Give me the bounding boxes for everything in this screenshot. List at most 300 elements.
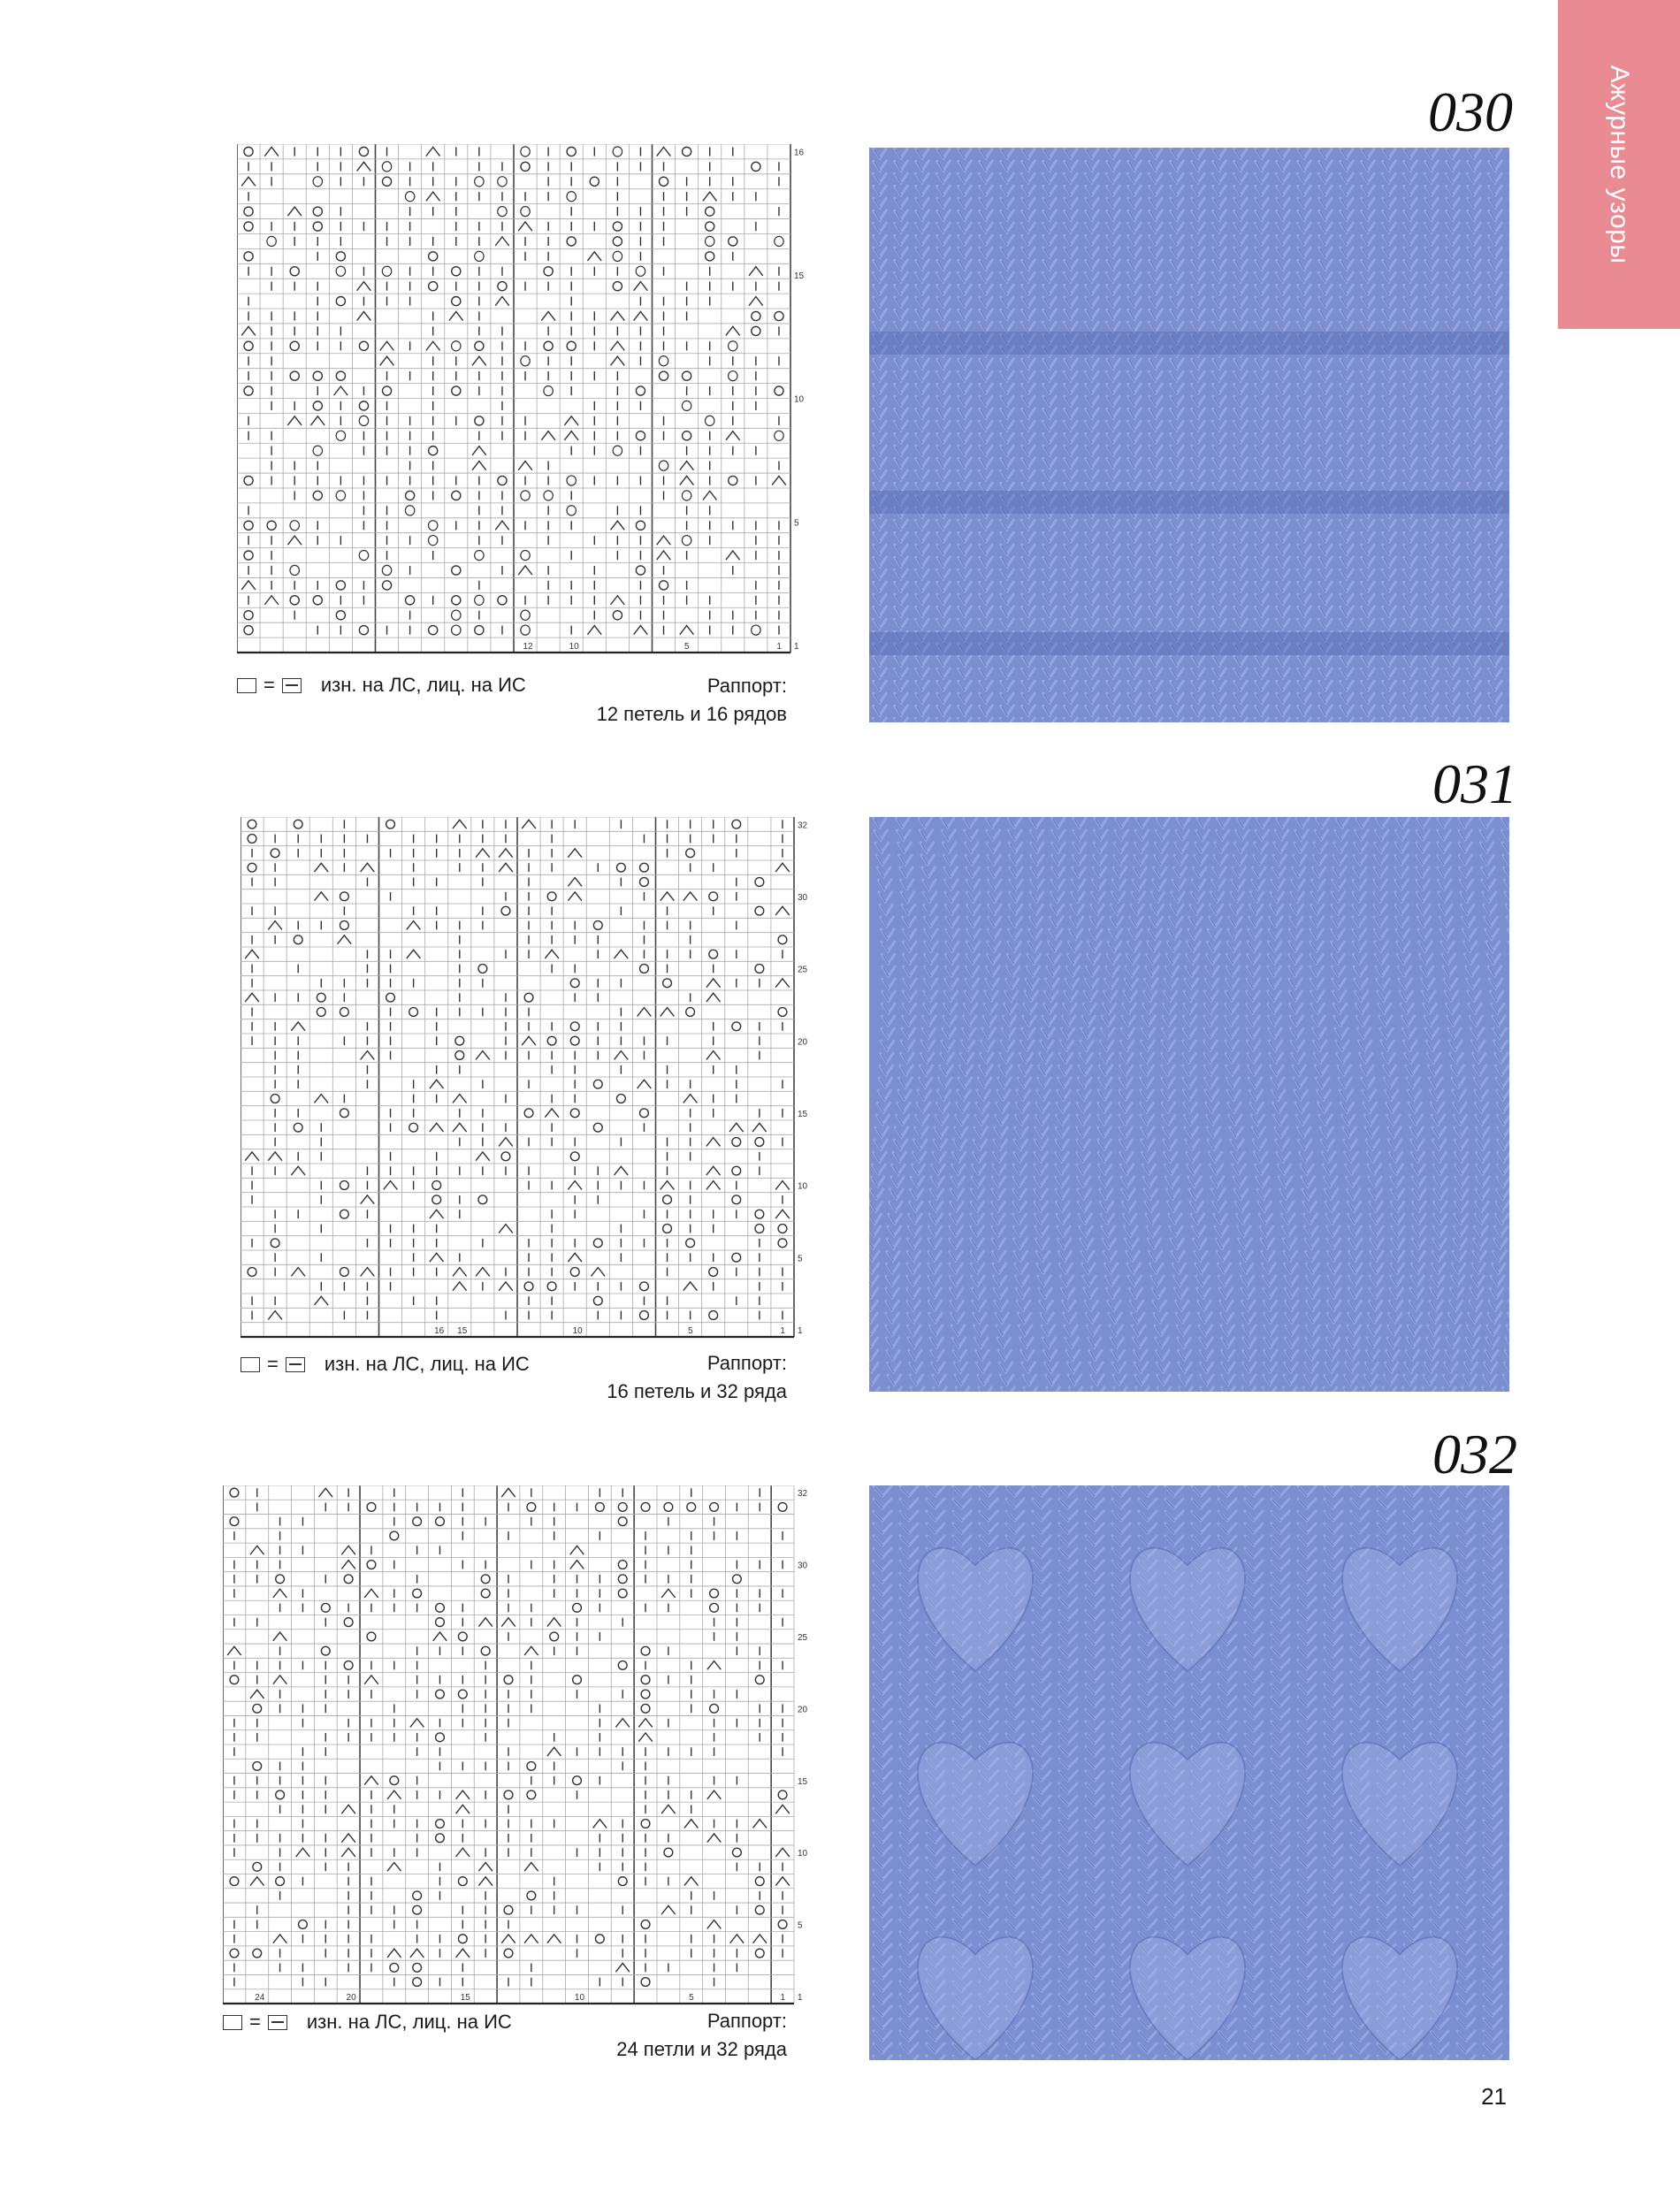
yarn-over-symbol — [452, 267, 461, 276]
yarn-over-symbol — [618, 1661, 627, 1670]
decrease-symbol — [453, 820, 467, 828]
decrease-symbol — [426, 192, 440, 201]
rapport-value: 12 петель и 16 рядов — [596, 703, 787, 725]
yarn-over-symbol — [458, 1690, 467, 1699]
decrease-symbol — [341, 1848, 355, 1857]
decrease-symbol — [456, 1848, 470, 1857]
decrease-symbol — [361, 1268, 375, 1277]
decrease-symbol — [661, 1905, 676, 1914]
decrease-symbol — [296, 1848, 310, 1857]
decrease-symbol — [775, 1848, 790, 1857]
twisted-knit-symbol — [267, 236, 276, 246]
chart-grid — [237, 144, 817, 670]
decrease-symbol — [752, 1820, 767, 1828]
yarn-over-symbol — [475, 626, 484, 635]
column-number: 5 — [689, 1993, 694, 2003]
decrease-symbol — [706, 1138, 721, 1147]
yarn-over-symbol — [359, 626, 368, 635]
decrease-symbol — [564, 416, 578, 425]
decrease-symbol — [499, 1282, 513, 1291]
decrease-symbol — [775, 906, 790, 915]
row-number: 25 — [798, 965, 808, 975]
yarn-over-symbol — [732, 1253, 741, 1262]
decrease-symbol — [245, 1152, 259, 1161]
knit-swatch-photo-030 — [869, 148, 1509, 722]
column-number: 16 — [434, 1326, 445, 1336]
decrease-symbol — [380, 356, 394, 365]
row-number: 5 — [798, 1254, 803, 1264]
decrease-symbol — [775, 1181, 790, 1190]
yarn-over-symbol — [618, 1517, 627, 1526]
yarn-over-symbol — [458, 1632, 467, 1641]
yarn-over-symbol — [527, 1762, 536, 1771]
decrease-symbol — [611, 521, 625, 530]
yarn-over-symbol — [340, 892, 348, 901]
yarn-over-symbol — [710, 1503, 719, 1512]
yarn-over-symbol — [659, 371, 668, 380]
decrease-symbol — [541, 431, 555, 440]
twisted-knit-symbol — [521, 491, 530, 500]
yarn-over-symbol — [613, 237, 622, 246]
decrease-symbol — [472, 447, 486, 455]
decrease-symbol — [361, 1051, 375, 1060]
yarn-over-symbol — [573, 1676, 582, 1684]
decrease-symbol — [314, 1296, 328, 1305]
decrease-symbol — [291, 1268, 305, 1277]
decrease-symbol — [657, 551, 671, 560]
yarn-over-symbol — [636, 386, 645, 395]
yarn-over-symbol — [276, 1575, 285, 1584]
decrease-symbol — [250, 1690, 264, 1699]
decrease-symbol — [476, 1051, 490, 1060]
decrease-symbol — [684, 1820, 699, 1828]
decrease-symbol — [729, 1123, 744, 1132]
column-number: 10 — [572, 1326, 583, 1336]
decrease-symbol — [524, 1935, 538, 1943]
yarn-over-symbol — [248, 835, 256, 844]
decrease-symbol — [407, 950, 421, 958]
yarn-over-symbol — [663, 979, 672, 988]
twisted-knit-symbol — [659, 461, 668, 470]
decrease-symbol — [638, 1733, 653, 1742]
column-number: 1 — [776, 642, 782, 652]
decrease-symbol — [545, 1109, 559, 1118]
blank-cell-icon — [237, 678, 256, 693]
twisted-knit-symbol — [544, 491, 553, 500]
decrease-symbol — [638, 1719, 653, 1728]
twisted-knit-symbol — [475, 251, 484, 261]
decrease-symbol — [364, 1589, 378, 1598]
decrease-symbol — [568, 1253, 582, 1262]
yarn-over-symbol — [409, 1123, 418, 1132]
decrease-symbol — [380, 341, 394, 350]
twisted-knit-symbol — [521, 625, 530, 635]
twisted-knit-symbol — [682, 536, 691, 546]
decrease-symbol — [364, 1776, 378, 1785]
twisted-knit-symbol — [382, 266, 391, 276]
yarn-over-symbol — [504, 1790, 513, 1799]
purl-cell-icon — [286, 1357, 305, 1372]
decrease-symbol — [661, 892, 675, 901]
decrease-symbol — [245, 993, 259, 1002]
rapport-label: Раппорт: — [706, 2010, 787, 2032]
decrease-symbol — [387, 1790, 401, 1799]
yarn-over-symbol — [244, 611, 253, 620]
rapport-032 — [495, 2007, 787, 2064]
decrease-symbol — [541, 311, 555, 320]
yarn-over-symbol — [359, 147, 368, 156]
yarn-over-symbol — [313, 491, 322, 500]
yarn-over-symbol — [613, 282, 622, 291]
twisted-knit-symbol — [775, 431, 783, 440]
yarn-over-symbol — [640, 1109, 649, 1118]
decrease-symbol — [706, 1051, 721, 1060]
twisted-knit-symbol — [544, 386, 553, 395]
decrease-symbol — [387, 1862, 401, 1871]
yarn-over-symbol — [618, 1503, 627, 1512]
yarn-over-symbol — [710, 1603, 719, 1612]
yarn-over-symbol — [778, 935, 787, 944]
decrease-symbol — [683, 1095, 698, 1103]
yarn-over-symbol — [710, 1704, 719, 1713]
yarn-over-symbol — [778, 1790, 787, 1799]
yarn-over-symbol — [290, 596, 299, 605]
yarn-over-symbol — [641, 1704, 650, 1713]
yarn-over-symbol — [317, 993, 325, 1002]
decrease-symbol — [241, 177, 256, 186]
decrease-symbol — [449, 311, 463, 320]
decrease-symbol — [430, 1253, 444, 1262]
row-number: 15 — [798, 1776, 808, 1787]
yarn-over-symbol — [570, 979, 579, 988]
twisted-knit-symbol — [475, 550, 484, 560]
twisted-knit-symbol — [567, 192, 576, 202]
decrease-symbol — [430, 1123, 444, 1132]
yarn-over-symbol — [344, 1661, 353, 1670]
yarn-over-symbol — [664, 1503, 673, 1512]
decrease-symbol — [287, 416, 302, 425]
yarn-over-symbol — [641, 1820, 650, 1828]
yarn-over-symbol — [321, 1603, 330, 1612]
rapport-value: 24 петли и 32 ряда — [616, 2038, 787, 2060]
decrease-symbol — [615, 950, 629, 958]
decrease-symbol — [749, 297, 763, 306]
yarn-over-symbol — [640, 878, 649, 887]
twisted-knit-symbol — [613, 446, 622, 455]
decrease-symbol — [752, 1123, 767, 1132]
yarn-over-symbol — [344, 1618, 353, 1627]
chart-grid — [223, 1485, 821, 2021]
yarn-over-symbol — [613, 222, 622, 231]
row-number: 32 — [798, 1489, 808, 1500]
yarn-over-symbol — [527, 1790, 536, 1799]
decrease-symbol — [227, 1646, 241, 1655]
yarn-over-symbol — [641, 1503, 650, 1512]
yarn-over-symbol — [547, 892, 556, 901]
yarn-over-symbol — [573, 1776, 582, 1785]
decrease-symbol — [410, 1719, 424, 1728]
decrease-symbol — [615, 1166, 629, 1175]
row-number: 16 — [794, 148, 805, 158]
yarn-over-symbol — [313, 401, 322, 410]
yarn-over-symbol — [359, 401, 368, 410]
column-number: 5 — [684, 642, 690, 652]
yarn-over-symbol — [590, 177, 599, 186]
yarn-over-symbol — [567, 147, 576, 156]
yarn-over-symbol — [595, 1503, 604, 1512]
yarn-over-symbol — [452, 386, 461, 395]
yarn-over-symbol — [455, 1036, 464, 1045]
knit-swatch-photo-031 — [869, 817, 1509, 1392]
yarn-over-symbol — [729, 237, 737, 246]
column-number: 1 — [780, 1993, 786, 2003]
yarn-over-symbol — [664, 1848, 673, 1857]
yarn-over-symbol — [436, 1603, 445, 1612]
decrease-symbol — [547, 1935, 561, 1943]
yarn-over-symbol — [733, 1575, 742, 1584]
legend-031: = изн. на ЛС, лиц. на ИС — [241, 1353, 530, 1376]
decrease-symbol — [501, 1488, 515, 1497]
yarn-over-symbol — [271, 1095, 279, 1103]
twisted-knit-symbol — [290, 565, 299, 575]
decrease-symbol — [361, 1195, 375, 1204]
decrease-symbol — [341, 1805, 355, 1813]
yarn-over-symbol — [640, 965, 649, 973]
decrease-symbol — [611, 341, 625, 350]
yarn-over-symbol — [573, 1603, 582, 1612]
row-number: 1 — [798, 1992, 803, 2003]
yarn-over-symbol — [413, 1517, 422, 1526]
decrease-symbol — [478, 1618, 493, 1627]
yarn-over-symbol — [659, 581, 668, 590]
decrease-symbol — [568, 849, 582, 858]
pattern-number-030: 030 — [1428, 80, 1513, 143]
twisted-knit-symbol — [705, 236, 714, 246]
decrease-symbol — [264, 596, 279, 605]
twisted-knit-symbol — [567, 476, 576, 485]
yarn-over-symbol — [752, 326, 760, 335]
yarn-over-symbol — [593, 1296, 602, 1305]
yarn-over-symbol — [386, 820, 395, 828]
yarn-over-symbol — [709, 1268, 718, 1277]
yarn-over-symbol — [498, 476, 507, 485]
yarn-over-symbol — [709, 892, 718, 901]
yarn-over-symbol — [336, 297, 345, 306]
yarn-over-symbol — [498, 596, 507, 605]
decrease-symbol — [568, 892, 582, 901]
yarn-over-symbol — [683, 147, 691, 156]
decrease-symbol — [703, 192, 717, 201]
twisted-knit-symbol — [452, 610, 461, 620]
twisted-knit-symbol — [313, 177, 322, 187]
decrease-symbol — [241, 581, 256, 590]
decrease-symbol — [430, 1080, 444, 1088]
yarn-over-symbol — [709, 950, 718, 958]
section-tab — [1558, 0, 1680, 329]
yarn-over-symbol — [613, 611, 622, 620]
decrease-symbol — [476, 1268, 490, 1277]
decrease-symbol — [570, 1561, 584, 1569]
decrease-symbol — [611, 311, 625, 320]
decrease-symbol — [638, 1080, 652, 1088]
decrease-symbol — [314, 863, 328, 872]
yarn-over-symbol — [294, 935, 302, 944]
yarn-over-symbol — [336, 252, 345, 261]
yarn-over-symbol — [248, 863, 256, 872]
twisted-knit-symbol — [313, 446, 322, 455]
yarn-over-symbol — [686, 1008, 695, 1017]
yarn-over-symbol — [317, 1008, 325, 1017]
yarn-over-symbol — [755, 1676, 764, 1684]
yarn-over-symbol — [686, 849, 695, 858]
yarn-over-symbol — [544, 341, 553, 350]
yarn-over-symbol — [244, 341, 253, 350]
decrease-symbol — [426, 147, 440, 156]
twisted-knit-symbol — [775, 236, 783, 246]
decrease-symbol — [453, 1095, 467, 1103]
blank-cell-icon — [241, 1357, 260, 1372]
decrease-symbol — [752, 1935, 767, 1943]
yarn-over-symbol — [755, 906, 764, 915]
yarn-over-symbol — [732, 1022, 741, 1031]
decrease-symbol — [683, 1282, 698, 1291]
yarn-over-symbol — [778, 1503, 787, 1512]
twisted-knit-symbol — [729, 341, 737, 351]
yarn-over-symbol — [475, 416, 484, 425]
yarn-over-symbol — [755, 1949, 764, 1958]
decrease-symbol — [273, 1632, 287, 1641]
column-number: 24 — [255, 1993, 265, 2003]
yarn-over-symbol — [382, 581, 391, 590]
row-number: 20 — [798, 1037, 808, 1048]
yarn-over-symbol — [313, 371, 322, 380]
yarn-over-symbol — [504, 1949, 513, 1958]
decrease-symbol — [250, 1546, 264, 1554]
yarn-over-symbol — [504, 1676, 513, 1684]
decrease-symbol — [524, 1646, 538, 1655]
yarn-over-symbol — [429, 447, 438, 455]
yarn-over-symbol — [732, 820, 741, 828]
decrease-symbol — [547, 1747, 561, 1756]
yarn-over-symbol — [253, 1762, 262, 1771]
yarn-over-symbol — [752, 311, 760, 320]
decrease-symbol — [495, 297, 509, 306]
decrease-symbol — [593, 1820, 607, 1828]
yarn-over-symbol — [641, 1676, 650, 1684]
decrease-symbol — [547, 1618, 561, 1627]
yarn-over-symbol — [550, 1632, 559, 1641]
yarn-over-symbol — [340, 1268, 348, 1277]
decrease-symbol — [361, 863, 375, 872]
yarn-over-symbol — [271, 1239, 279, 1248]
twisted-knit-symbol — [428, 536, 437, 546]
decrease-symbol — [472, 462, 486, 470]
yarn-over-symbol — [429, 252, 438, 261]
twisted-knit-symbol — [521, 207, 530, 217]
yarn-over-symbol — [478, 1195, 487, 1204]
decrease-symbol — [703, 491, 717, 500]
yarn-over-symbol — [458, 1877, 467, 1886]
yarn-over-symbol — [524, 1109, 533, 1118]
decrease-symbol — [341, 1546, 355, 1554]
twisted-knit-symbol — [567, 506, 576, 515]
twisted-knit-symbol — [659, 356, 668, 366]
twisted-knit-symbol — [521, 356, 530, 366]
yarn-over-symbol — [595, 1935, 604, 1943]
decrease-symbol — [522, 820, 536, 828]
decrease-symbol — [615, 1051, 629, 1060]
twisted-knit-symbol — [636, 266, 645, 276]
row-number: 20 — [798, 1705, 808, 1715]
twisted-knit-symbol — [290, 521, 299, 531]
yarn-over-symbol — [409, 1008, 418, 1017]
rapport-030 — [495, 672, 787, 729]
twisted-knit-symbol — [336, 491, 345, 500]
twisted-knit-symbol — [705, 416, 714, 425]
yarn-over-symbol — [593, 921, 602, 930]
yarn-over-symbol — [367, 1632, 376, 1641]
yarn-over-symbol — [641, 1690, 650, 1699]
yarn-over-symbol — [755, 1210, 764, 1218]
decrease-symbol — [495, 237, 509, 246]
twisted-knit-symbol — [382, 565, 391, 575]
yarn-over-symbol — [478, 965, 487, 973]
yarn-over-symbol — [436, 1820, 445, 1828]
chart-grid — [241, 817, 821, 1355]
decrease-symbol — [634, 626, 648, 635]
yarn-over-symbol — [481, 1646, 490, 1655]
decrease-symbol — [749, 267, 763, 276]
yarn-over-symbol — [593, 1123, 602, 1132]
decrease-symbol — [615, 1719, 630, 1728]
decrease-symbol — [433, 1632, 447, 1641]
yarn-over-symbol — [367, 1561, 376, 1569]
section-tab-label: Ажурные узоры — [1605, 65, 1634, 264]
yarn-over-symbol — [230, 1877, 239, 1886]
row-number: 1 — [798, 1325, 803, 1336]
yarn-over-symbol — [752, 162, 760, 171]
yarn-over-symbol — [230, 1949, 239, 1958]
yarn-over-symbol — [732, 1138, 741, 1147]
decrease-symbol — [661, 1589, 676, 1598]
yarn-over-symbol — [230, 1676, 239, 1684]
legend-text: изн. на ЛС, лиц. на ИС — [324, 1353, 530, 1375]
yarn-over-symbol — [244, 521, 253, 530]
yarn-over-symbol — [732, 1195, 741, 1204]
yarn-over-symbol — [778, 1920, 787, 1929]
decrease-symbol — [501, 1935, 515, 1943]
decrease-symbol — [615, 1963, 630, 1972]
twisted-knit-symbol — [405, 192, 414, 202]
yarn-over-symbol — [570, 1268, 579, 1277]
twisted-knit-symbol — [452, 625, 461, 635]
yarn-over-symbol — [382, 386, 391, 395]
decrease-symbol — [591, 1268, 605, 1277]
decrease-symbol — [241, 326, 256, 335]
yarn-over-symbol — [390, 1776, 399, 1785]
yarn-over-symbol — [618, 1561, 627, 1569]
yarn-over-symbol — [253, 1862, 262, 1871]
yarn-over-symbol — [336, 611, 345, 620]
yarn-over-symbol — [359, 341, 368, 350]
decrease-symbol — [661, 1008, 675, 1017]
yarn-over-symbol — [641, 1978, 650, 1987]
chart-030 — [237, 144, 817, 670]
yarn-over-symbol — [299, 1920, 308, 1929]
decrease-symbol — [456, 1805, 470, 1813]
decrease-symbol — [775, 863, 790, 872]
yarn-over-symbol — [481, 1589, 490, 1598]
